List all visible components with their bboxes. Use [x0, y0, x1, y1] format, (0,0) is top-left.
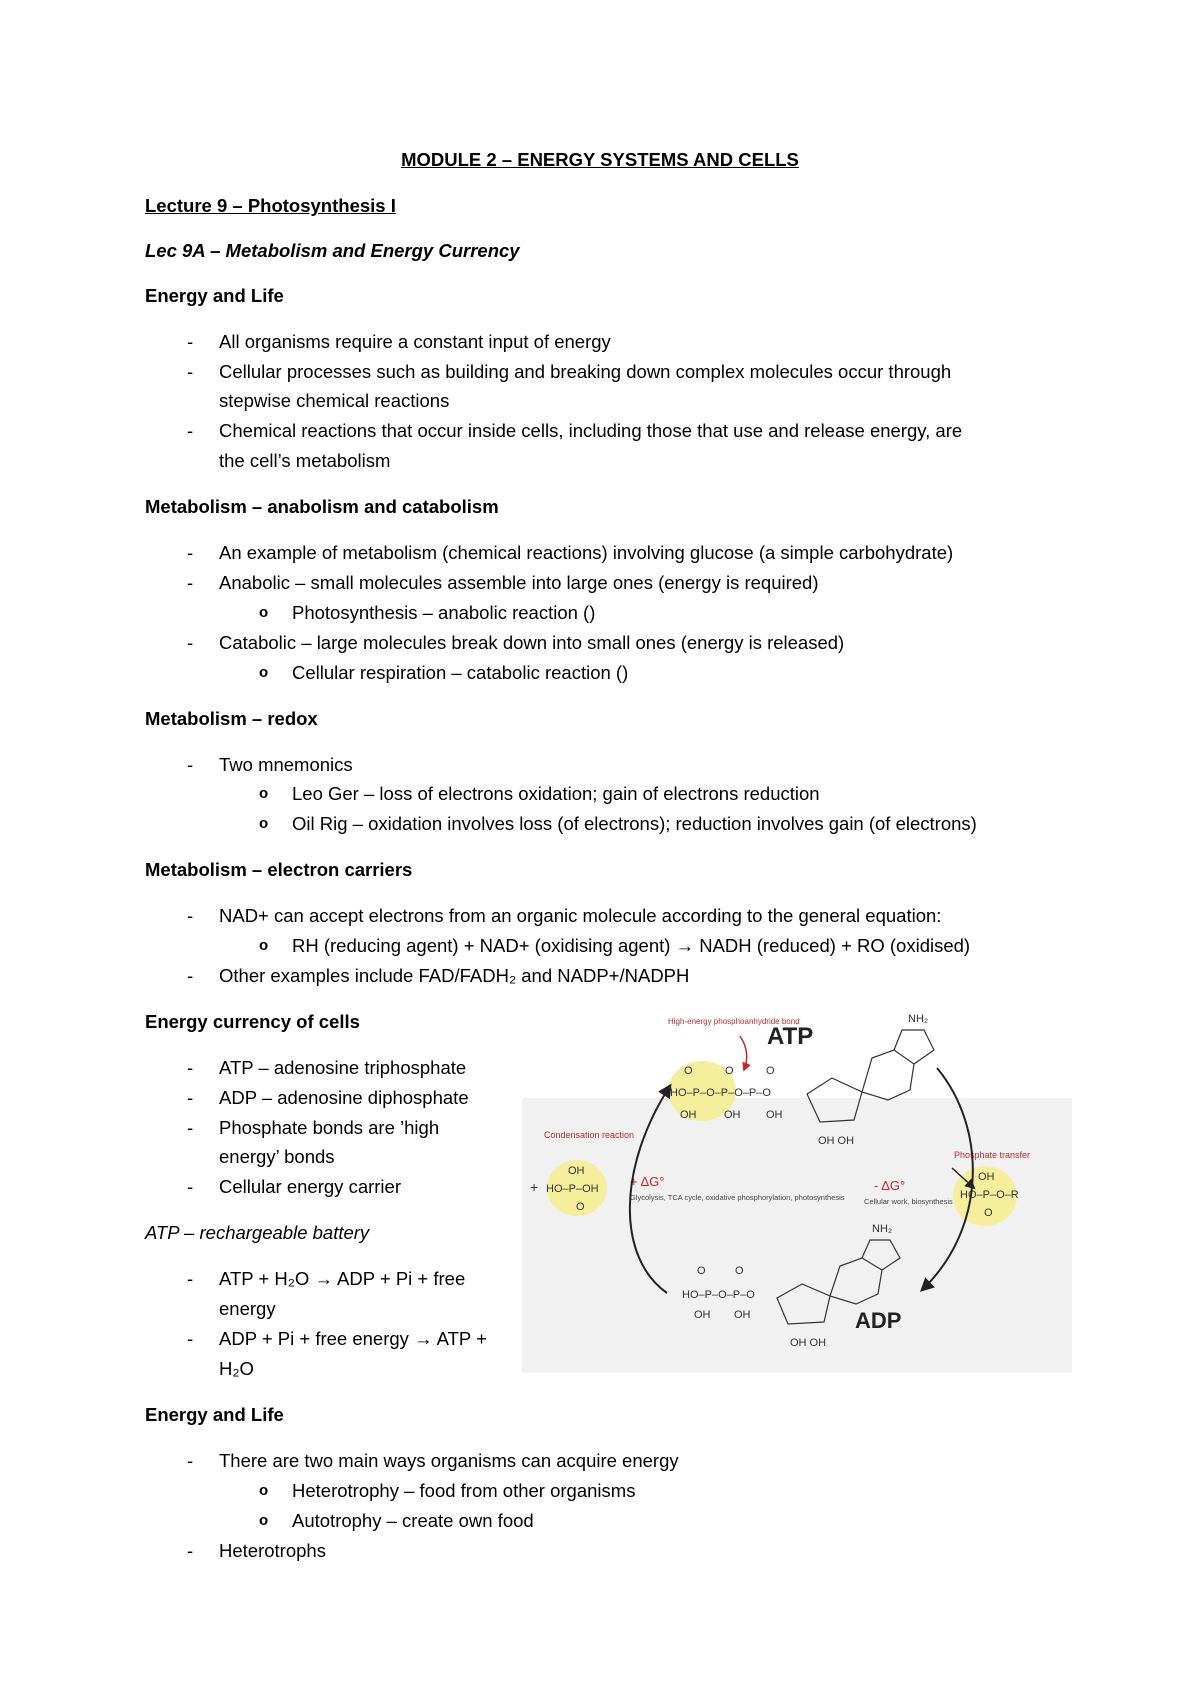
sub-list-item: Autotrophy – create own food [292, 1510, 534, 1531]
section-heading-energy-life-2: Energy and Life [145, 1404, 284, 1425]
dash-bullet: - [187, 1328, 194, 1349]
dash-bullet: - [187, 632, 194, 653]
list-item: Anabolic – small molecules assemble into large ones (energy is required) [219, 572, 819, 593]
o-bullet: o [259, 1512, 269, 1529]
list-item: Cellular energy carrier [219, 1176, 401, 1197]
list-item: All organisms require a constant input of energy [219, 331, 611, 352]
svg-text:O: O [766, 1065, 775, 1077]
list-item-continuation: the cell’s metabolism [219, 450, 391, 471]
svg-text:HO–P–OH: HO–P–OH [546, 1183, 599, 1195]
section-heading-rechargeable-battery: ATP – rechargeable battery [145, 1222, 370, 1243]
minus-delta-g: - ΔG° [874, 1178, 906, 1193]
plus-delta-g: + ΔG° [630, 1174, 665, 1189]
sub-list-item: Photosynthesis – anabolic reaction () [292, 602, 596, 623]
svg-text:OH: OH [568, 1165, 585, 1177]
svg-text:O: O [725, 1065, 734, 1077]
svg-text:HO–P–O–R: HO–P–O–R [960, 1189, 1019, 1201]
section-heading-electron-carriers: Metabolism – electron carriers [145, 859, 413, 880]
dash-bullet: - [187, 754, 194, 775]
subsection-title: Lec 9A – Metabolism and Energy Currency [145, 240, 520, 261]
section-heading-redox: Metabolism – redox [145, 708, 318, 729]
dash-bullet: - [187, 1087, 194, 1108]
dash-bullet: - [187, 1176, 194, 1197]
atp-adp-cycle-diagram [522, 1008, 1072, 1373]
nh2-label: NH₂ [872, 1223, 893, 1235]
dash-bullet: - [187, 361, 194, 382]
list-item: NAD+ can accept electrons from an organic molecule according to the general equation: [219, 905, 942, 926]
lecture-title: Lecture 9 – Photosynthesis I [145, 195, 396, 216]
list-item: An example of metabolism (chemical reactions) involving glucose (a simple carbohydrate) [219, 542, 954, 563]
svg-text:OH: OH [724, 1109, 741, 1121]
list-item: ADP – adenosine diphosphate [219, 1087, 469, 1108]
dash-bullet: - [187, 542, 194, 563]
svg-text:O: O [984, 1207, 993, 1219]
dash-bullet: - [187, 420, 194, 441]
o-bullet: o [259, 664, 269, 681]
list-item-continuation: H₂O [219, 1358, 254, 1379]
svg-text:OH: OH [680, 1109, 697, 1121]
svg-text:O: O [576, 1201, 585, 1213]
svg-text:O: O [735, 1265, 744, 1277]
svg-text:OH: OH [766, 1109, 783, 1121]
list-item: Two mnemonics [219, 754, 353, 775]
svg-text:O: O [697, 1265, 706, 1277]
atp-label: ATP [767, 1023, 814, 1050]
list-item: ATP + H₂O → ADP + Pi + free [219, 1268, 466, 1289]
module-title: MODULE 2 – ENERGY SYSTEMS AND CELLS [401, 149, 799, 170]
dash-bullet: - [187, 1450, 194, 1471]
o-bullet: o [259, 937, 269, 954]
svg-text:OH OH: OH OH [818, 1135, 855, 1147]
sub-list-item: Oil Rig – oxidation involves loss (of electrons); reduction involves gain (of electrons) [292, 813, 977, 834]
list-item-continuation: stepwise chemical reactions [219, 390, 450, 411]
svg-text:OH: OH [734, 1309, 751, 1321]
high-energy-bond-label: High-energy phosphoanhydride bond [668, 1017, 800, 1026]
sub-list-item: Cellular respiration – catabolic reaction () [292, 662, 629, 683]
dash-bullet: - [187, 965, 194, 986]
section-heading-anabolism: Metabolism – anabolism and catabolism [145, 496, 499, 517]
list-item: ATP – adenosine triphosphate [219, 1057, 467, 1078]
dash-bullet: - [187, 331, 194, 352]
svg-text:O: O [684, 1065, 693, 1077]
list-item-continuation: energy [219, 1298, 276, 1319]
dash-bullet: - [187, 572, 194, 593]
dash-bullet: - [187, 1057, 194, 1078]
nh2-label: NH₂ [908, 1013, 929, 1025]
o-bullet: o [259, 604, 269, 621]
sub-list-item: Leo Ger – loss of electrons oxidation; gain of electrons reduction [292, 783, 820, 804]
list-item-continuation: energy’ bonds [219, 1146, 335, 1167]
o-bullet: o [259, 815, 269, 832]
list-item: Other examples include FAD/FADH₂ and NADP+/NADPH [219, 965, 690, 986]
svg-text:HO–P–O–P–O: HO–P–O–P–O [682, 1289, 755, 1301]
minus-delta-g-caption: Cellular work, biosynthesis [864, 1197, 953, 1206]
sub-list-item: RH (reducing agent) + NAD+ (oxidising agent) → NADH (reduced) + RO (oxidised) [292, 935, 971, 956]
dash-bullet: - [187, 1268, 194, 1289]
list-item: Catabolic – large molecules break down into small ones (energy is released) [219, 632, 845, 653]
svg-text:HO–P–O–P–O–P–O: HO–P–O–P–O–P–O [670, 1087, 771, 1099]
adp-label: ADP [855, 1308, 902, 1333]
o-bullet: o [259, 785, 269, 802]
section-heading-energy-currency: Energy currency of cells [145, 1011, 360, 1032]
list-item: ADP + Pi + free energy → ATP + [219, 1328, 487, 1349]
svg-text:OH OH: OH OH [790, 1337, 827, 1349]
dash-bullet: - [187, 1117, 194, 1138]
list-item: Phosphate bonds are ’high [219, 1117, 440, 1138]
svg-text:OH: OH [978, 1171, 995, 1183]
list-item: Heterotrophs [219, 1540, 326, 1561]
svg-text:+: + [530, 1179, 539, 1195]
dash-bullet: - [187, 905, 194, 926]
dash-bullet: - [187, 1540, 194, 1561]
list-item: Cellular processes such as building and breaking down complex molecules occur through [219, 361, 952, 382]
list-item: There are two main ways organisms can acquire energy [219, 1450, 679, 1471]
section-heading-energy-life: Energy and Life [145, 285, 284, 306]
svg-text:OH: OH [694, 1309, 711, 1321]
o-bullet: o [259, 1482, 269, 1499]
sub-list-item: Heterotrophy – food from other organisms [292, 1480, 636, 1501]
list-item: Chemical reactions that occur inside cells, including those that use and release energy, are [219, 420, 963, 441]
condensation-reaction-label: Condensation reaction [544, 1130, 635, 1140]
plus-delta-g-caption: Glycolysis, TCA cycle, oxidative phosphorylation, photosynthesis [630, 1193, 845, 1202]
phosphate-transfer-label: Phosphate transfer [954, 1150, 1031, 1160]
